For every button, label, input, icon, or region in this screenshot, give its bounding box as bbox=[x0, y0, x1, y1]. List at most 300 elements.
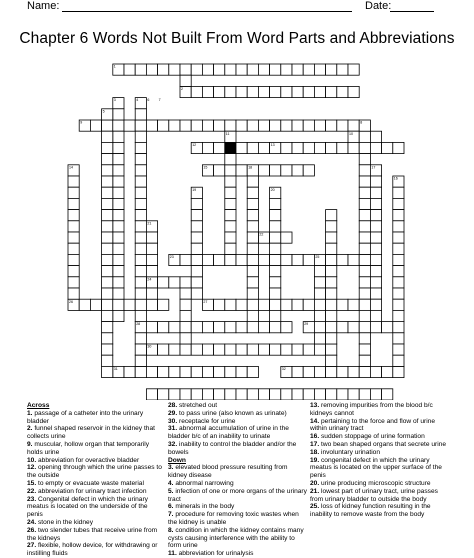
grid-cell[interactable] bbox=[370, 131, 381, 142]
grid-cell[interactable] bbox=[113, 254, 124, 265]
grid-cell[interactable] bbox=[225, 86, 236, 97]
grid-cell[interactable] bbox=[158, 120, 169, 131]
grid-cell[interactable] bbox=[326, 277, 337, 288]
grid-cell[interactable] bbox=[214, 120, 225, 131]
grid-cell[interactable] bbox=[303, 165, 314, 176]
grid-cell[interactable] bbox=[292, 165, 303, 176]
grid-cell[interactable] bbox=[191, 210, 202, 221]
grid-cell[interactable] bbox=[68, 176, 79, 187]
grid-cell[interactable] bbox=[359, 221, 370, 232]
grid-cell[interactable] bbox=[113, 310, 124, 321]
grid-cell[interactable] bbox=[292, 64, 303, 75]
grid-cell[interactable] bbox=[247, 266, 258, 277]
grid-cell[interactable] bbox=[270, 86, 281, 97]
grid-cell[interactable] bbox=[102, 366, 113, 377]
grid-cell[interactable] bbox=[191, 221, 202, 232]
grid-cell[interactable] bbox=[303, 254, 314, 265]
grid-cell[interactable] bbox=[337, 299, 348, 310]
grid-cell[interactable] bbox=[270, 64, 281, 75]
grid-cell[interactable] bbox=[236, 299, 247, 310]
grid-cell[interactable] bbox=[247, 198, 258, 209]
grid-cell[interactable] bbox=[303, 366, 314, 377]
grid-cell[interactable] bbox=[146, 266, 157, 277]
grid-cell[interactable] bbox=[393, 366, 404, 377]
grid-cell[interactable] bbox=[337, 366, 348, 377]
grid-cell[interactable] bbox=[68, 187, 79, 198]
grid-cell[interactable] bbox=[370, 254, 381, 265]
grid-cell[interactable] bbox=[214, 389, 225, 400]
grid-cell[interactable] bbox=[135, 187, 146, 198]
grid-cell[interactable] bbox=[258, 254, 269, 265]
grid-cell[interactable] bbox=[359, 344, 370, 355]
grid-cell[interactable] bbox=[270, 232, 281, 243]
grid-cell[interactable] bbox=[180, 120, 191, 131]
grid-cell[interactable] bbox=[326, 299, 337, 310]
grid-cell[interactable] bbox=[202, 322, 213, 333]
grid-cell[interactable] bbox=[113, 232, 124, 243]
grid-cell[interactable] bbox=[326, 120, 337, 131]
grid-cell[interactable] bbox=[158, 344, 169, 355]
grid-cell[interactable] bbox=[191, 277, 202, 288]
grid-cell[interactable] bbox=[382, 366, 393, 377]
grid-cell[interactable] bbox=[68, 243, 79, 254]
grid-cell[interactable] bbox=[337, 322, 348, 333]
grid-cell[interactable] bbox=[68, 277, 79, 288]
grid-cell[interactable] bbox=[359, 131, 370, 142]
grid-cell[interactable] bbox=[135, 232, 146, 243]
grid-cell[interactable] bbox=[202, 142, 213, 153]
grid-cell[interactable] bbox=[135, 266, 146, 277]
grid-cell[interactable] bbox=[68, 221, 79, 232]
grid-cell[interactable] bbox=[326, 355, 337, 366]
grid-cell[interactable] bbox=[247, 142, 258, 153]
grid-cell[interactable] bbox=[247, 64, 258, 75]
grid-cell[interactable] bbox=[214, 254, 225, 265]
grid-cell[interactable] bbox=[146, 288, 157, 299]
grid-cell[interactable] bbox=[337, 64, 348, 75]
grid-cell[interactable] bbox=[202, 86, 213, 97]
grid-cell[interactable] bbox=[135, 109, 146, 120]
grid-cell[interactable] bbox=[146, 64, 157, 75]
grid-cell[interactable] bbox=[359, 232, 370, 243]
grid-cell[interactable] bbox=[359, 322, 370, 333]
grid-cell[interactable] bbox=[393, 142, 404, 153]
grid-cell[interactable] bbox=[236, 142, 247, 153]
grid-cell[interactable] bbox=[258, 299, 269, 310]
grid-cell[interactable] bbox=[236, 165, 247, 176]
grid-cell[interactable] bbox=[359, 210, 370, 221]
grid-cell[interactable] bbox=[124, 64, 135, 75]
grid-cell[interactable] bbox=[191, 389, 202, 400]
grid-cell[interactable] bbox=[102, 232, 113, 243]
grid-cell[interactable] bbox=[247, 120, 258, 131]
grid-cell[interactable] bbox=[102, 322, 113, 333]
grid-cell[interactable] bbox=[102, 355, 113, 366]
grid-cell[interactable] bbox=[113, 288, 124, 299]
grid-cell[interactable] bbox=[202, 344, 213, 355]
grid-cell[interactable] bbox=[225, 64, 236, 75]
grid-cell[interactable] bbox=[292, 299, 303, 310]
grid-cell[interactable] bbox=[124, 120, 135, 131]
grid-cell[interactable] bbox=[258, 322, 269, 333]
grid-cell[interactable] bbox=[236, 366, 247, 377]
grid-cell[interactable] bbox=[225, 176, 236, 187]
grid-cell[interactable] bbox=[214, 165, 225, 176]
grid-cell[interactable] bbox=[348, 86, 359, 97]
grid-cell[interactable] bbox=[247, 254, 258, 265]
grid-cell[interactable] bbox=[236, 64, 247, 75]
grid-cell[interactable] bbox=[326, 310, 337, 321]
grid-cell[interactable] bbox=[281, 322, 292, 333]
grid-cell[interactable] bbox=[370, 322, 381, 333]
grid-cell[interactable] bbox=[314, 389, 325, 400]
grid-cell[interactable] bbox=[393, 198, 404, 209]
grid-cell[interactable] bbox=[393, 277, 404, 288]
grid-cell[interactable] bbox=[135, 176, 146, 187]
grid-cell[interactable] bbox=[270, 198, 281, 209]
grid-cell[interactable] bbox=[135, 165, 146, 176]
grid-cell[interactable] bbox=[169, 120, 180, 131]
grid-cell[interactable] bbox=[236, 322, 247, 333]
grid-cell[interactable] bbox=[225, 120, 236, 131]
grid-cell[interactable] bbox=[146, 254, 157, 265]
grid-cell[interactable] bbox=[225, 254, 236, 265]
grid-cell[interactable] bbox=[258, 165, 269, 176]
grid-cell[interactable] bbox=[314, 299, 325, 310]
grid-cell[interactable] bbox=[292, 142, 303, 153]
grid-cell[interactable] bbox=[314, 366, 325, 377]
grid-cell[interactable] bbox=[225, 322, 236, 333]
grid-cell[interactable] bbox=[393, 299, 404, 310]
grid-cell[interactable] bbox=[68, 232, 79, 243]
grid-cell[interactable] bbox=[348, 389, 359, 400]
grid-cell[interactable] bbox=[303, 389, 314, 400]
grid-cell[interactable] bbox=[270, 310, 281, 321]
grid-cell[interactable] bbox=[370, 243, 381, 254]
grid-cell[interactable] bbox=[102, 266, 113, 277]
grid-cell[interactable] bbox=[326, 142, 337, 153]
grid-cell[interactable] bbox=[180, 254, 191, 265]
grid-cell[interactable] bbox=[281, 344, 292, 355]
grid-cell[interactable] bbox=[326, 254, 337, 265]
grid-cell[interactable] bbox=[303, 86, 314, 97]
grid-cell[interactable] bbox=[135, 142, 146, 153]
grid-cell[interactable] bbox=[370, 142, 381, 153]
grid-cell[interactable] bbox=[113, 198, 124, 209]
grid-cell[interactable] bbox=[202, 64, 213, 75]
grid-cell[interactable] bbox=[337, 142, 348, 153]
grid-cell[interactable] bbox=[258, 120, 269, 131]
grid-cell[interactable] bbox=[281, 299, 292, 310]
grid-cell[interactable] bbox=[382, 142, 393, 153]
grid-cell[interactable] bbox=[169, 277, 180, 288]
grid-cell[interactable] bbox=[169, 389, 180, 400]
grid-cell[interactable] bbox=[247, 221, 258, 232]
grid-cell[interactable] bbox=[393, 322, 404, 333]
grid-cell[interactable] bbox=[102, 120, 113, 131]
grid-cell[interactable] bbox=[135, 131, 146, 142]
grid-cell[interactable] bbox=[393, 310, 404, 321]
grid-cell[interactable] bbox=[359, 310, 370, 321]
grid-cell[interactable] bbox=[113, 187, 124, 198]
grid-cell[interactable] bbox=[370, 310, 381, 321]
grid-cell[interactable] bbox=[135, 254, 146, 265]
grid-cell[interactable] bbox=[236, 254, 247, 265]
grid-cell[interactable] bbox=[113, 277, 124, 288]
grid-cell[interactable] bbox=[270, 389, 281, 400]
grid-cell[interactable] bbox=[281, 142, 292, 153]
grid-cell[interactable] bbox=[68, 198, 79, 209]
grid-cell[interactable] bbox=[180, 277, 191, 288]
grid-cell[interactable] bbox=[270, 322, 281, 333]
grid-cell[interactable] bbox=[102, 288, 113, 299]
grid-cell[interactable] bbox=[113, 210, 124, 221]
grid-cell[interactable] bbox=[270, 165, 281, 176]
grid-cell[interactable] bbox=[292, 254, 303, 265]
grid-cell[interactable] bbox=[247, 288, 258, 299]
grid-cell[interactable] bbox=[225, 299, 236, 310]
grid-cell[interactable] bbox=[258, 389, 269, 400]
grid-cell[interactable] bbox=[326, 333, 337, 344]
grid-cell[interactable] bbox=[359, 254, 370, 265]
grid-cell[interactable] bbox=[180, 333, 191, 344]
grid-cell[interactable] bbox=[258, 86, 269, 97]
grid-cell[interactable] bbox=[393, 210, 404, 221]
grid-cell[interactable] bbox=[180, 366, 191, 377]
grid-cell[interactable] bbox=[348, 366, 359, 377]
grid-cell[interactable] bbox=[270, 221, 281, 232]
grid-cell[interactable] bbox=[247, 310, 258, 321]
grid-cell[interactable] bbox=[326, 232, 337, 243]
grid-cell[interactable] bbox=[326, 64, 337, 75]
grid-cell[interactable] bbox=[359, 266, 370, 277]
grid-cell[interactable] bbox=[247, 389, 258, 400]
grid-cell[interactable] bbox=[393, 187, 404, 198]
grid-cell[interactable] bbox=[303, 344, 314, 355]
grid-cell[interactable] bbox=[225, 142, 236, 153]
grid-cell[interactable] bbox=[135, 344, 146, 355]
grid-cell[interactable] bbox=[146, 243, 157, 254]
grid-cell[interactable] bbox=[281, 165, 292, 176]
grid-cell[interactable] bbox=[113, 131, 124, 142]
grid-cell[interactable] bbox=[146, 366, 157, 377]
grid-cell[interactable] bbox=[68, 254, 79, 265]
grid-cell[interactable] bbox=[270, 120, 281, 131]
grid-cell[interactable] bbox=[214, 64, 225, 75]
grid-cell[interactable] bbox=[326, 243, 337, 254]
grid-cell[interactable] bbox=[314, 333, 325, 344]
grid-cell[interactable] bbox=[270, 344, 281, 355]
grid-cell[interactable] bbox=[247, 187, 258, 198]
grid-cell[interactable] bbox=[90, 120, 101, 131]
grid-cell[interactable] bbox=[370, 288, 381, 299]
grid-cell[interactable] bbox=[382, 322, 393, 333]
grid-cell[interactable] bbox=[314, 266, 325, 277]
grid-cell[interactable] bbox=[314, 322, 325, 333]
grid-cell[interactable] bbox=[393, 232, 404, 243]
grid-cell[interactable] bbox=[314, 277, 325, 288]
grid-cell[interactable] bbox=[382, 389, 393, 400]
grid-cell[interactable] bbox=[314, 64, 325, 75]
grid-cell[interactable] bbox=[393, 344, 404, 355]
grid-cell[interactable] bbox=[225, 165, 236, 176]
grid-cell[interactable] bbox=[247, 210, 258, 221]
grid-cell[interactable] bbox=[135, 210, 146, 221]
grid-cell[interactable] bbox=[135, 198, 146, 209]
grid-cell[interactable] bbox=[270, 266, 281, 277]
grid-cell[interactable] bbox=[180, 344, 191, 355]
grid-cell[interactable] bbox=[135, 277, 146, 288]
grid-cell[interactable] bbox=[370, 266, 381, 277]
grid-cell[interactable] bbox=[236, 344, 247, 355]
grid-cell[interactable] bbox=[214, 344, 225, 355]
grid-cell[interactable] bbox=[225, 210, 236, 221]
grid-cell[interactable] bbox=[326, 288, 337, 299]
grid-cell[interactable] bbox=[202, 366, 213, 377]
grid-cell[interactable] bbox=[270, 210, 281, 221]
grid-cell[interactable] bbox=[158, 64, 169, 75]
grid-cell[interactable] bbox=[303, 64, 314, 75]
grid-cell[interactable] bbox=[359, 165, 370, 176]
grid-cell[interactable] bbox=[102, 277, 113, 288]
grid-cell[interactable] bbox=[113, 142, 124, 153]
grid-cell[interactable] bbox=[102, 154, 113, 165]
grid-cell[interactable] bbox=[102, 187, 113, 198]
grid-cell[interactable] bbox=[68, 288, 79, 299]
grid-cell[interactable] bbox=[102, 165, 113, 176]
grid-cell[interactable] bbox=[68, 266, 79, 277]
grid-cell[interactable] bbox=[337, 389, 348, 400]
grid-cell[interactable] bbox=[292, 344, 303, 355]
grid-cell[interactable] bbox=[359, 333, 370, 344]
grid-cell[interactable] bbox=[393, 333, 404, 344]
grid-cell[interactable] bbox=[359, 154, 370, 165]
grid-cell[interactable] bbox=[247, 243, 258, 254]
grid-cell[interactable] bbox=[146, 232, 157, 243]
grid-cell[interactable] bbox=[292, 120, 303, 131]
grid-cell[interactable] bbox=[359, 277, 370, 288]
grid-cell[interactable] bbox=[113, 221, 124, 232]
grid-cell[interactable] bbox=[270, 277, 281, 288]
grid-cell[interactable] bbox=[348, 299, 359, 310]
grid-cell[interactable] bbox=[359, 198, 370, 209]
grid-cell[interactable] bbox=[370, 176, 381, 187]
grid-cell[interactable] bbox=[146, 299, 157, 310]
grid-cell[interactable] bbox=[314, 310, 325, 321]
grid-cell[interactable] bbox=[113, 154, 124, 165]
grid-cell[interactable] bbox=[158, 277, 169, 288]
grid-cell[interactable] bbox=[359, 187, 370, 198]
grid-cell[interactable] bbox=[370, 187, 381, 198]
grid-cell[interactable] bbox=[135, 366, 146, 377]
grid-cell[interactable] bbox=[180, 299, 191, 310]
grid-cell[interactable] bbox=[158, 366, 169, 377]
grid-cell[interactable] bbox=[348, 120, 359, 131]
grid-cell[interactable] bbox=[135, 288, 146, 299]
grid-cell[interactable] bbox=[314, 288, 325, 299]
grid-cell[interactable] bbox=[225, 344, 236, 355]
grid-cell[interactable] bbox=[135, 299, 146, 310]
grid-cell[interactable] bbox=[370, 366, 381, 377]
grid-cell[interactable] bbox=[102, 131, 113, 142]
grid-cell[interactable] bbox=[258, 64, 269, 75]
grid-cell[interactable] bbox=[258, 344, 269, 355]
grid-cell[interactable] bbox=[359, 142, 370, 153]
grid-cell[interactable] bbox=[191, 198, 202, 209]
grid-cell[interactable] bbox=[169, 344, 180, 355]
grid-cell[interactable] bbox=[393, 266, 404, 277]
grid-cell[interactable] bbox=[225, 187, 236, 198]
grid-cell[interactable] bbox=[270, 288, 281, 299]
grid-cell[interactable] bbox=[314, 120, 325, 131]
grid-cell[interactable] bbox=[348, 142, 359, 153]
grid-cell[interactable] bbox=[146, 389, 157, 400]
grid-cell[interactable] bbox=[79, 299, 90, 310]
grid-cell[interactable] bbox=[281, 64, 292, 75]
grid-cell[interactable] bbox=[292, 86, 303, 97]
grid-cell[interactable] bbox=[370, 221, 381, 232]
grid-cell[interactable] bbox=[102, 310, 113, 321]
grid-cell[interactable] bbox=[348, 254, 359, 265]
grid-cell[interactable] bbox=[247, 366, 258, 377]
grid-cell[interactable] bbox=[370, 232, 381, 243]
grid-cell[interactable] bbox=[202, 120, 213, 131]
grid-cell[interactable] bbox=[258, 142, 269, 153]
grid-cell[interactable] bbox=[102, 344, 113, 355]
grid-cell[interactable] bbox=[135, 120, 146, 131]
grid-cell[interactable] bbox=[370, 389, 381, 400]
grid-cell[interactable] bbox=[314, 142, 325, 153]
grid-cell[interactable] bbox=[135, 154, 146, 165]
grid-cell[interactable] bbox=[337, 120, 348, 131]
grid-cell[interactable] bbox=[247, 277, 258, 288]
grid-cell[interactable] bbox=[102, 333, 113, 344]
grid-cell[interactable] bbox=[191, 366, 202, 377]
grid-cell[interactable] bbox=[393, 221, 404, 232]
grid-cell[interactable] bbox=[191, 64, 202, 75]
grid-cell[interactable] bbox=[225, 366, 236, 377]
grid-cell[interactable] bbox=[225, 232, 236, 243]
grid-cell[interactable] bbox=[247, 86, 258, 97]
grid-cell[interactable] bbox=[326, 86, 337, 97]
grid-cell[interactable] bbox=[68, 210, 79, 221]
grid-cell[interactable] bbox=[102, 198, 113, 209]
grid-cell[interactable] bbox=[191, 266, 202, 277]
grid-cell[interactable] bbox=[180, 389, 191, 400]
grid-cell[interactable] bbox=[102, 210, 113, 221]
grid-cell[interactable] bbox=[225, 243, 236, 254]
grid-cell[interactable] bbox=[135, 64, 146, 75]
grid-cell[interactable] bbox=[90, 299, 101, 310]
grid-cell[interactable] bbox=[202, 254, 213, 265]
grid-cell[interactable] bbox=[359, 299, 370, 310]
grid-cell[interactable] bbox=[370, 277, 381, 288]
grid-cell[interactable] bbox=[236, 86, 247, 97]
grid-cell[interactable] bbox=[169, 64, 180, 75]
grid-cell[interactable] bbox=[303, 299, 314, 310]
grid-cell[interactable] bbox=[113, 120, 124, 131]
grid-cell[interactable] bbox=[359, 389, 370, 400]
grid-cell[interactable] bbox=[124, 366, 135, 377]
grid-cell[interactable] bbox=[102, 176, 113, 187]
grid-cell[interactable] bbox=[225, 154, 236, 165]
grid-cell[interactable] bbox=[146, 120, 157, 131]
grid-cell[interactable] bbox=[348, 322, 359, 333]
grid-cell[interactable] bbox=[303, 120, 314, 131]
grid-cell[interactable] bbox=[214, 86, 225, 97]
grid-cell[interactable] bbox=[393, 288, 404, 299]
grid-cell[interactable] bbox=[135, 221, 146, 232]
